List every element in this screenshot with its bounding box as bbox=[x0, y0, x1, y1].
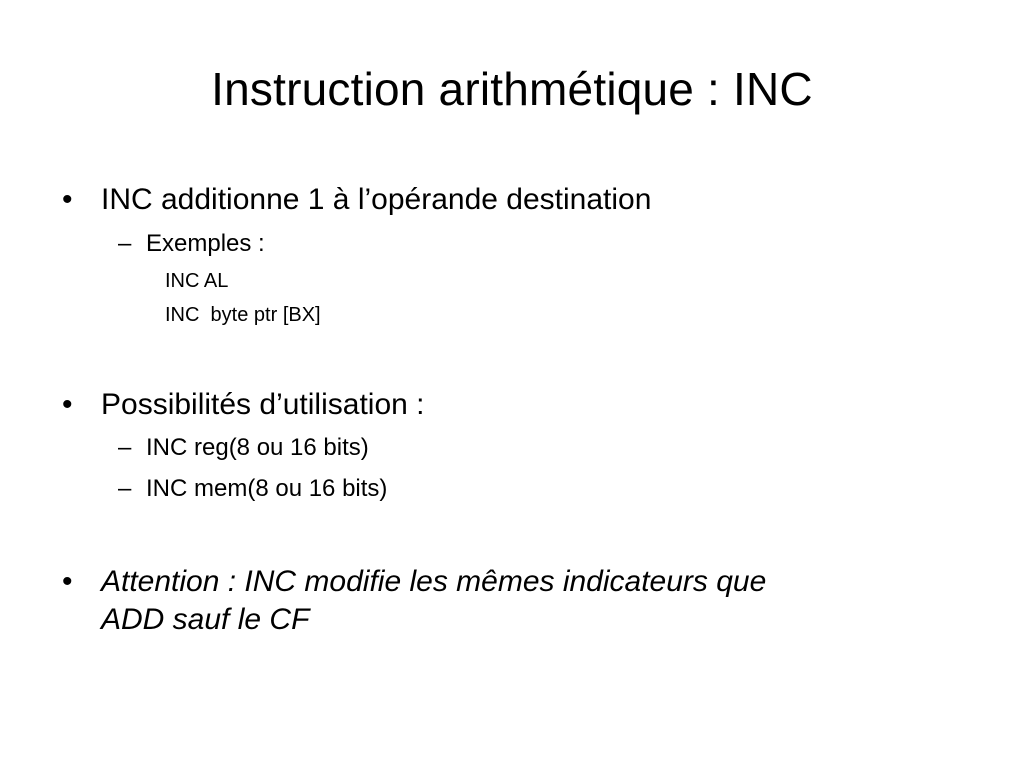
example-line: INC byte ptr [BX] bbox=[165, 304, 321, 326]
slide-title: Instruction arithmétique : INC bbox=[211, 63, 813, 115]
bullet-text-inc-adds-one: INC additionne 1 à l’opérande destination bbox=[101, 183, 652, 216]
bullet-marker: • bbox=[62, 388, 73, 421]
example-line: INC AL bbox=[165, 270, 229, 292]
bullet-text-attention-line-1: Attention : INC modifie les mêmes indicateurs que bbox=[101, 565, 767, 598]
bullet-marker: • bbox=[62, 565, 73, 598]
sub-bullet-text-inc-reg: INC reg(8 ou 16 bits) bbox=[146, 434, 369, 461]
sub-bullet-marker: – bbox=[118, 230, 132, 257]
bullet-text-possibilities: Possibilités d’utilisation : bbox=[101, 388, 425, 421]
sub-bullet-text-inc-mem: INC mem(8 ou 16 bits) bbox=[146, 475, 388, 502]
sub-bullet-marker: – bbox=[118, 434, 132, 461]
sub-bullet-text-examples: Exemples : bbox=[146, 230, 265, 257]
sub-bullet-marker: – bbox=[118, 475, 132, 502]
bullet-text-attention-line-2: ADD sauf le CF bbox=[101, 603, 310, 636]
bullet-marker: • bbox=[62, 183, 73, 216]
